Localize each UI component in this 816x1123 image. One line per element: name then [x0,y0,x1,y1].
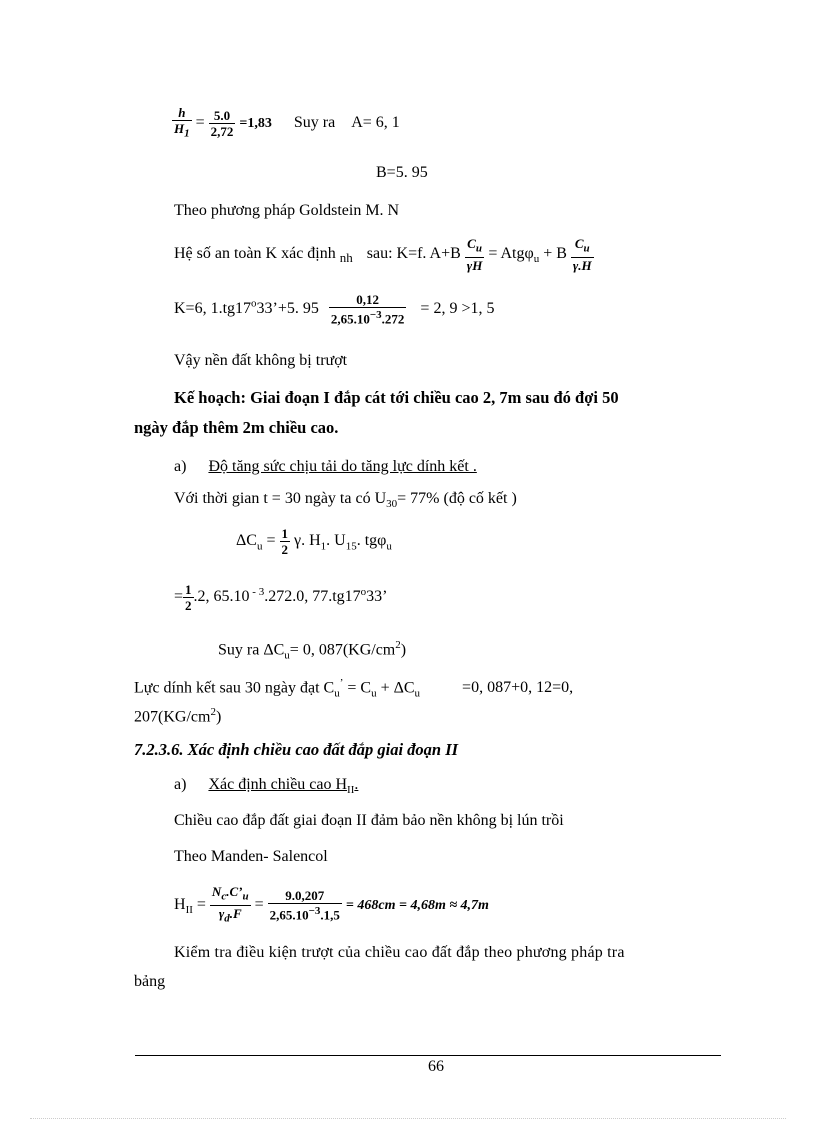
footer-rule [135,1055,721,1056]
item-a-load: a) Độ tăng sức chịu tải do tăng lực dính kết . [174,458,477,475]
safety-formula: Hệ số an toàn K xác định $_{nh}$ sau: K=f. A+B $\frac{C_u}{\gamma H}$ = Atgφ$_u$ + B $\frac{C_u}{\gamma.H}$ [174,236,592,273]
cohesion-line-1: Lực dính kết sau 30 ngày đạt $C_u^’ = C_u + \Delta C_u =0$, 087+0, 12=0, [134,677,574,700]
check-line-2: bảng [134,973,166,990]
delta-formula: $\Delta C_u$ = $\frac{1}{2}$ γ. $H_1$. $U_{15}$. tgφ$_u$ [236,526,392,557]
check-line-1: Kiểm tra điều kiện trượt của chiều cao đất đắp theo phương pháp tra [174,944,625,961]
goldstein-line: Theo phương pháp Goldstein M. N [174,202,400,219]
h2-formula: $H_{II}$ = $\frac{N_c.C’_u}{\gamma_d.F}$ = $\frac{9.0,207}{2,65.10^{-3}.1,5}$ = 468cm = 4,68m ≈ 4,7m [174,884,489,925]
delta-calculation: = $\frac{1}{2}$ .2, 65.10 $^{- 3}$.272.0, 77.tg17$^o$33’ [174,582,388,613]
ratio-equation: $\frac{h}{H_1}$ = $\frac{5.0}{2,72}$ =1,83 Suy ra A= 6, 1 [174,105,400,140]
conclusion-line: Vậy nền đất không bị trượt [174,352,348,369]
k-calculation: K=6, $1.tg17^o33’+5$. 95 $\frac{0,12}{2,65.10^{-3}.272}$ = 2, 9 >1, 5 [174,292,495,327]
plan-line-2: ngày đắp thêm 2m chiều cao. [134,418,339,437]
stage2-line: Chiều cao đắp đất giai đoạn II đảm bảo nền không bị lún trồi [174,812,564,829]
ratio-value-fraction: $\frac{5.0}{2,72}$ [210,107,234,139]
item-a-height: a) Xác định chiều cao $H_{II}$. [174,776,359,797]
time-line: Với thời gian t = 30 ngày ta có $U_{30}= 77\%$ (độ cố kết ) [174,490,517,511]
ratio-fraction: $\frac{h}{H_1}$ [174,105,190,140]
cohesion-line-2: $207(KG/cm^2)$ [134,706,222,726]
page-edge [30,1118,786,1119]
manden-line: Theo Manden- Salencol [174,848,328,865]
section-heading: 7.2.3.6. Xác định chiều cao đất đắp giai đoạn II [134,740,459,759]
page-number: 66 [428,1058,444,1075]
b-value: B=5. 95 [376,164,428,181]
plan-line-1: Kế hoạch: Giai đoạn I đắp cát tới chiều cao 2, 7m sau đó đợi 50 [174,388,619,407]
delta-result: Suy ra $\Delta C_u= 0$, $087(KG/cm^2)$ [218,639,407,662]
